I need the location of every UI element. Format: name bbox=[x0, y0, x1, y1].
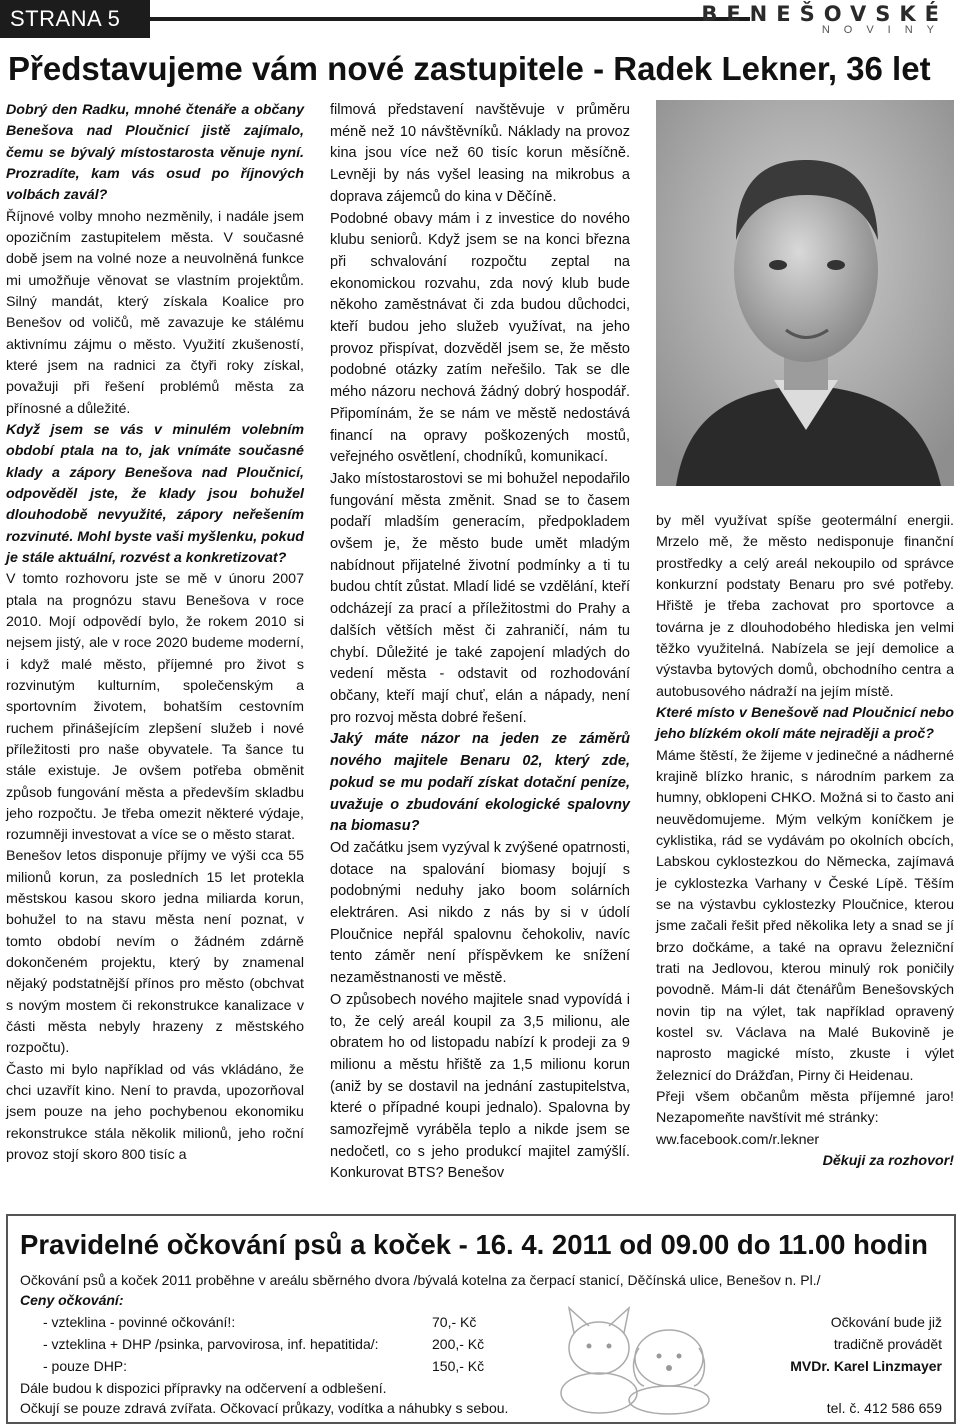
vaccination-note-2: Očkují se pouze zdravá zvířata. Očkovací průkazy, vodítka a náhubky s sebou. bbox=[20, 1400, 509, 1416]
vet-info-line-2: tradičně provádět bbox=[833, 1336, 942, 1352]
top-bar bbox=[0, 0, 960, 38]
vet-name: MVDr. Karel Linzmayer bbox=[790, 1358, 942, 1374]
vet-info-line-1: Očkování bude již bbox=[830, 1314, 942, 1330]
interview-answer: by měl využívat spíše geotermální energii. Mrzelo mě, že město nedisponuje finanční prostředky a celý areál nekoupilo od správce konkurzní podstaty Benaru pro své potřeby. Hřiště je třeba zachovat pro sportovce a továrna je z dlouhodobého hlediska jen velmi těžko využitelná. Nabízela se její demolice a výstavba bytových domů, obchodního centra a autobusového nádraží na jejím místě. bbox=[656, 513, 954, 700]
price-item-label: - vzteklina - povinné očkování!: bbox=[43, 1314, 236, 1330]
interview-answer: Přeji všem občanům města příjemné jaro! Nezapomeňte navštívit mé stránky: bbox=[656, 1088, 954, 1127]
article-column-3 bbox=[656, 511, 954, 1172]
price-item-label: - pouze DHP: bbox=[43, 1358, 128, 1374]
interview-answer: Od začátku jsem vyzýval k zvýšené opatrnosti, dotace na spalování biomasy bojují s podobnými neduhy jako boom solárních elektráren. Asi nikdo z nás by si v údolí Ploučnice nepřál spalovnu čehokoliv, navíc tento záměr není příspěvkem ke snížení nezaměstnanosti ve městě. bbox=[330, 839, 630, 987]
masthead-title: BENEŠOVSKÉ bbox=[701, 2, 948, 26]
interview-answer: Benešov letos disponuje příjmy ve výši cca 55 milionů korun, za posledních 15 let protekla městskou kasou skoro jedna miliarda korun, bohužel to na stavu města není poznat, v tomto období nevím o žádném zdárně dokončeném projektu, který by znamenal nějaký podstatnější přínos pro město (obchvat s novým mostem či rekonstrukce kanalizace v části města nebyly hrazeny z městského rozpočtu). bbox=[6, 848, 304, 1057]
interview-answer: Říjnové volby mnoho nezměnily, i nadále jsem opozičním zastupitelem města. V současné době jsem na volné noze a neuvolněná funkce mi umožňuje věnovat se vlastním projektům. Silný mandát, který získala Koalice pro Benešov od voličů, mě zavazuje ke stálému aktivnímu zájmu o město. Využití zkušeností, které jsem na radnici za čtyři roky získal, považuji při řešení problémů města za přínosné a důležité. bbox=[6, 208, 304, 417]
interview-question: Když jsem se vás v minulém volebním období ptala na to, jak vnímáte současné klady a zápory Benešova nad Ploučnicí, odpověděl jste, že klady jsou bohužel dlouhodobě nevyužité, zápory neřešením rozvinuté. Mohl byste vaši myšlenku, pokud je stále aktuální, rozvést a konkretizovat? bbox=[6, 421, 304, 566]
interview-answer: Často mi bylo například od vás vkládáno, že chci uzavřít kino. Není to pravda, upozorňoval jsem pouze na jeho pochybenou ekonomiku rekonstrukce stála několik milionů, jeho roční provoz stojí skoro 800 tisíc a bbox=[6, 1061, 304, 1164]
interview-answer: V tomto rozhovoru jste se mě v únoru 2007 ptala na prognózu stavu Benešova v roce 2010. Mojí odpovědí bylo, že rokem 2010 si nejsem jistý, ale v roce 2020 budeme moderní, i když malé město, příjemné pro život s rozvinutým kulturním, společenským a sportovním životem, bohatším cestovním ruchem přinášejícím zlepšení služeb i nové příležitosti pro naše obyvatele. Ta šance tu stále existuje. Je ovšem potřeba obměnit způsob fungování města a především skladbu jeho rozpočtu. Je třeba omezit některé výdaje, rozumněji investovat a více se o město starat. bbox=[6, 571, 304, 844]
article-column-1 bbox=[6, 100, 304, 1166]
interview-question: Jaký máte názor na jeden ze záměrů nového majitele Benaru 02, který zde, pokud se mu podaří získat dotační peníze, uvažuje o zbudování ekologické spalovny na biomasu? bbox=[330, 731, 630, 835]
prices-heading: Ceny očkování: bbox=[20, 1292, 124, 1308]
price-item-label: - vzteklina + DHP /psinka, parvovirosa, inf. hepatitida/: bbox=[43, 1336, 379, 1352]
interview-answer: filmová představení navštěvuje v průměru méně než 10 návštěvníků. Náklady na provoz kina jsou více než 60 tisíc korun měsíčně. Levněji by nás vyšel leasing na mikrobus a doprava zájemců do kina v Děčíně. bbox=[330, 102, 630, 205]
price-item-value: 200,- Kč bbox=[432, 1336, 485, 1352]
portrait-image bbox=[656, 100, 954, 486]
price-item-value: 150,- Kč bbox=[432, 1358, 485, 1374]
page-number-label: STRANA 5 bbox=[0, 0, 150, 38]
vaccination-notice bbox=[6, 1214, 956, 1424]
puppy-kitten-illustration bbox=[544, 1288, 724, 1416]
interview-answer: O způsobech nového majitele snad vypovídá i to, že celý areál koupil za 3,5 milionu, ale obratem ho od listopadu nabízí k prodeji za 9 milionu a městu hřiště za 1,5 milionu korun (aniž by se dostavil na jednání zastupitelstva, které o případné koupi jednalo). Spalovna by samozřejmě vyráběla teplo a nikde jsem se nedočetl, co s jeho produkcí majitel zamýšlí. Konkurovat BTS? Benešov bbox=[330, 991, 630, 1182]
portrait-photo bbox=[656, 100, 954, 486]
vaccination-intro: Očkování psů a koček 2011 proběhne v areálu sběrného dvora /bývalá kotelna za čerpací stanicí, Děčínská ulice, Benešov n. Pl./ bbox=[20, 1272, 821, 1288]
article-column-2 bbox=[330, 100, 630, 1185]
interview-question: Které místo v Benešově nad Ploučnicí nebo jeho blízkém okolí máte nejraději a proč? bbox=[656, 704, 954, 743]
interview-question: Dobrý den Radku, mnohé čtenáře a občany Benešova nad Ploučnicí jistě zajímalo, čemu se bývalý místostarosta věnuje nyní. Prozradíte, kam vás osud po říjnových volbách zavál? bbox=[6, 102, 304, 204]
masthead-logo bbox=[701, 2, 948, 38]
interview-answer: Podobné obavy mám i z investice do nového klubu seniorů. Když jsem se na konci března při schvalování rozpočtu zeptal na ekonomickou rozvahu, zda nový klub bude někoho zaměstnávat či zda budou důchodci, kteří budou jeho služeb využívat, na jeho provoz přispívat, dozvěděl jsem se, že město podobné otázky zatím neřešilo. Tak se dle mého názoru nechová žádný dobrý hospodář. Připomínám, že se nám ve městě nedostává financí na opravy poškozených mostů, veřejného osvětlení, chodníků, komunikací. bbox=[330, 210, 630, 466]
vet-phone: tel. č. 412 586 659 bbox=[826, 1400, 942, 1416]
header-rule bbox=[150, 17, 750, 21]
interview-answer: Máme štěstí, že žijeme v jedinečné a nádherné krajině blízko hranic, s národním parkem za humny, obklopeni CHKO. Možná si to často ani neuvědomujeme. Mým velkým koníčkem je cyklistika, rád se vydávám po okolních obcích, Labskou cyklostezkou do Německa, zajímavá je cyklostezka Varhany v České Lípě. Těším se na výstavbu cyklostezky Ploučnice, kterou jsme začali řešit před několika lety a snad se jí brzo dočkáme, a také na opravu železniční trati na Jedlovou, kterou minulý rok poničily povodně. Mám-li dát čtenářům Benešovských novin tip na výlet, tak například opravený kostel sv. Václava na Malé Bukovině je naprosto magické místo, zkuste i výlet železnicí do Drážďan, Pirny či Heidenau. bbox=[656, 747, 954, 1084]
article-headline: Představujeme vám nové zastupitele - Radek Lekner, 36 let bbox=[8, 50, 931, 87]
vaccination-title: Pravidelné očkování psů a koček - 16. 4. 2011 od 09.00 do 11.00 hodin bbox=[20, 1229, 928, 1260]
interview-answer: ww.facebook.com/r.lekner bbox=[656, 1131, 820, 1148]
masthead-subtitle: NOVINY bbox=[821, 24, 948, 36]
vaccination-note-1: Dále budou k dispozici přípravky na odčervení a odblešení. bbox=[20, 1380, 387, 1396]
price-item-value: 70,- Kč bbox=[432, 1314, 477, 1330]
interview-question: Děkuji za rozhovor! bbox=[822, 1152, 954, 1169]
interview-answer: Jako místostarostovi se mi bohužel nepodařilo fungování města změnit. Snad se to časem podaří mladším generacím, předpokladem ovšem je, že město bude umět mladým nabídnout přijatelné životní podmínky a ti tu budou chtít zůstat. Mladí lidé se vzdělání, kteří odcházejí za prací a příležitostmi do Prahy a dalších větších měst či zahraničí, nám tu chybí. Důležité je také zapojení mladých do vedení města - odstavit od rozhodování občany, kteří mají chuť, elán a nápady, není pro rozvoj města dobré řešení. bbox=[330, 470, 630, 726]
